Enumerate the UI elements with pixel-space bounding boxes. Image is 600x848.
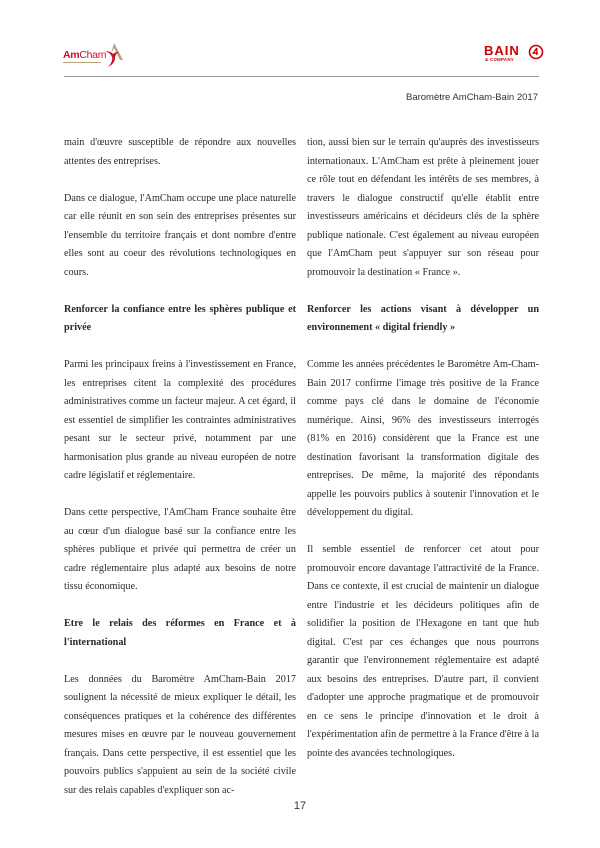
left-column [64,134,296,819]
paragraph: Dans ce dialogue, l'AmCham occupe une place naturelle car elle réunit en son sein des entreprises présentes sur l'ensemble du territoire français et dont nombre d'entre elles sont au coeur des révolutions technologiques en cours. [64,192,296,278]
paragraph: tion, aussi bien sur le terrain qu'auprès des investisseurs internationaux. L'AmCham est prête à pleinement jouer ce rôle tout en défendant les intérêts de ses membres, à travers le dialogue constructif qu'elle établit entre investisseurs américains et décideurs clés de la sphère publique nationale. C'est également au niveau européen que l'AmCham peut s'appuyer sur son réseau pour promouvoir la destination « France ». [307,137,539,278]
bain-logo-subtext: & COMPANY [485,57,514,62]
amcham-logo-text: AmCham [63,49,107,61]
bain-circle-icon [528,44,544,60]
paragraph: Les données du Baromètre AmCham-Bain 2017 soulignent la nécessité de mieux expliquer le détail, les conséquences pratiques et la cohérence des différentes mesures mises en œuvre par le nouveau gouvernement français. Dans cette perspective, il est essentiel que les pouvoirs publics s'appuient au sein de la société civile sur des relais capables d'expliquer son ac- [64,673,296,796]
amcham-logo [63,40,125,70]
section-heading: Renforcer la confiance entre les sphères publique et privée [64,303,296,333]
paragraph: Parmi les principaux freins à l'investissement en France, les entreprises citent la complexité des procédures administratives comme un facteur majeur. A cet égard, il est essentiel de simplifier les contraintes administratives pesant sur le secteur privé, notamment par une harmonisation plus grande au niveau européen de notre cadre législatif et réglementaire. [64,359,296,481]
paragraph: Il semble essentiel de renforcer cet atout pour promouvoir encore davantage l'attractivité de la France. Dans ce contexte, il est crucial de maintenir un dialogue entre l'industrie et les décideurs politiques afin de solidifier la position de l'Hexagone en tant que hub digital. C'est par ces échanges que nous pourrons garantir que l'environnement réglementaire est adapté aux besoins des entreprises. D'autre part, il convient d'adopter une approche pragmatique et de promouvoir en ce sens le principe d'innovation et le droit à l'expérimentation afin de permettre à la France d'être à la pointe des avancées technologiques. [307,544,539,759]
page-number: 17 [293,800,307,812]
bain-logo [484,43,544,67]
paragraph: Comme les années précédentes le Baromètre Am-Cham-Bain 2017 confirme l'image très positive de la France comme pays clé dans le domaine de l'économie numérique. Ainsi, 96% des investisseurs interrogés (81% en 2016) considèrent que la France est une destination favorisant la transformation digitale des entreprises. De même, la majorité des répondants appelle les pouvoirs publics à soutenir l'innovation et le développement du digital. [307,359,539,518]
running-header-title: Baromètre AmCham-Bain 2017 [405,92,538,103]
amcham-figure-icon [103,42,125,68]
section-heading: Etre le relais des réformes en France et à l'international [64,618,296,648]
bain-logo-text: BAIN [484,43,520,58]
paragraph: Dans cette perspective, l'AmCham France souhaite être au cœur d'un dialogue basé sur la confiance entre les sphères publique et privée qui permettra de créer un cadre réglementaire plus adapté aux besoins de notre tissu économique. [64,507,296,592]
paragraph: main d'œuvre susceptible de répondre aux nouvelles attentes des entreprises. [64,137,296,167]
amcham-logo-underline [63,62,101,63]
section-heading: Renforcer les actions visant à développer un environnement « digital friendly » [307,303,539,333]
right-column [307,134,539,782]
header-divider [64,76,539,77]
